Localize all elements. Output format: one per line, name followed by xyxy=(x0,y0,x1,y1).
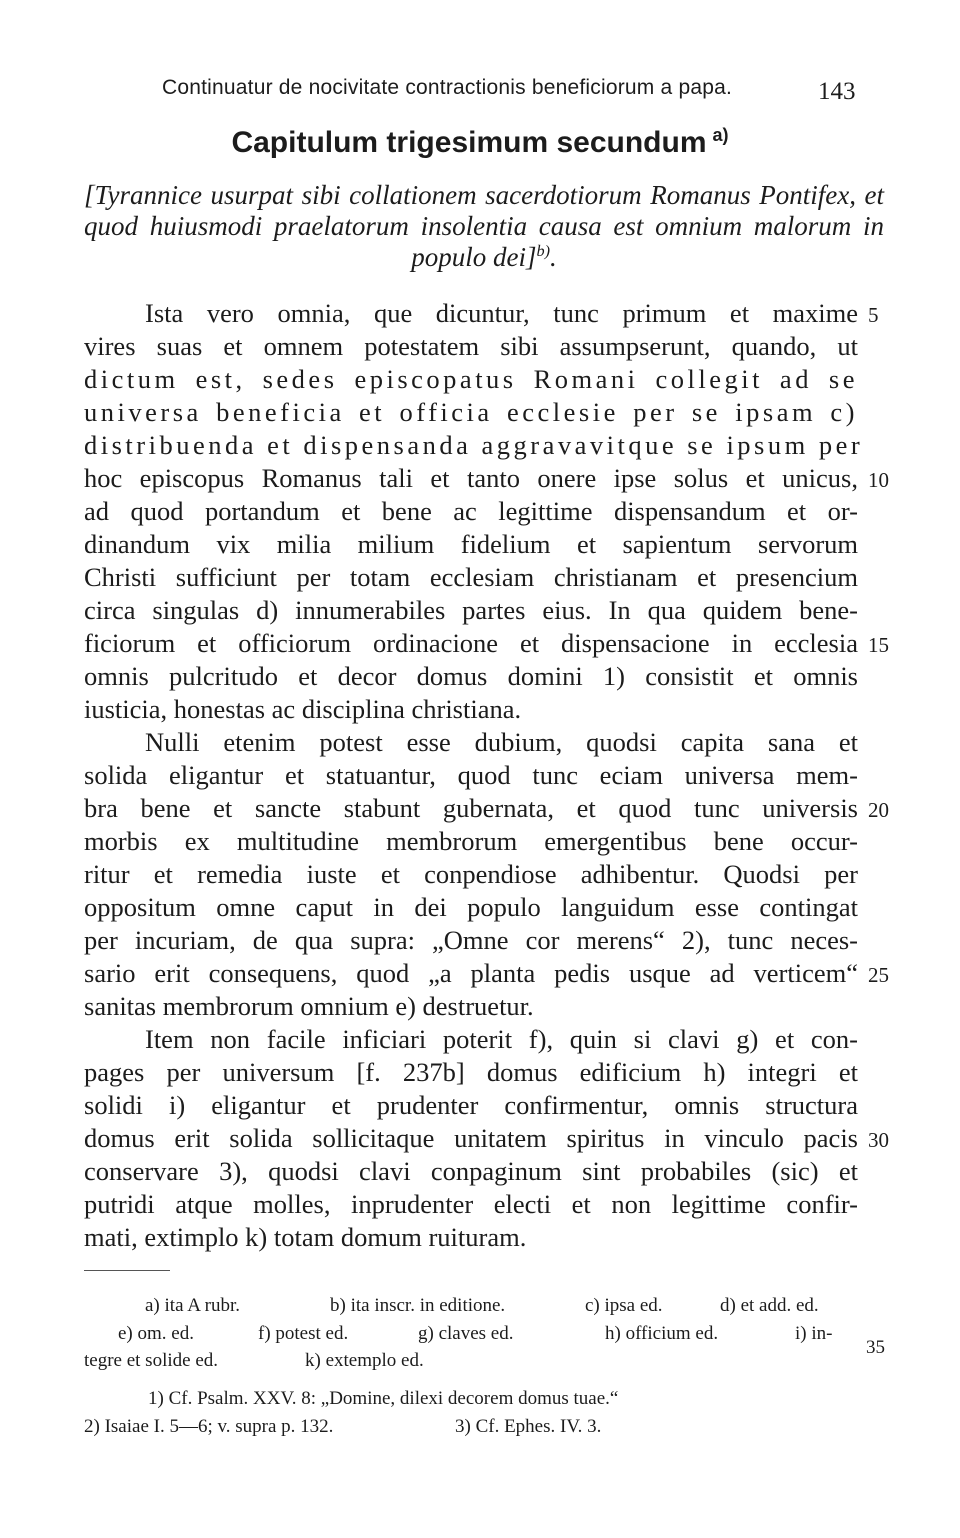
footnote-critical: b) ita inscr. in editione. xyxy=(330,1295,506,1316)
body-line: dictum est, sedes episcopatus Romani collegit ad se xyxy=(84,364,858,394)
footnote-critical: i) in- xyxy=(795,1323,833,1344)
footnote-rule xyxy=(84,1270,170,1271)
chapter-title-text: Capitulum trigesimum secundum xyxy=(231,126,707,159)
argument-text: [Tyrannice usurpat sibi collationem sacerdotiorum Romanus Pontifex, et quod huiusmodi praelatorum insolentia causa est omnium malorum in populo dei] xyxy=(84,180,884,272)
body-line: Nulli etenim potest esse dubium, quodsi capita sana et xyxy=(145,727,858,757)
footnote-source: 1) Cf. Psalm. XXV. 8: „Domine, dilexi decorem domus tuae.“ xyxy=(148,1388,619,1409)
page-number: 143 xyxy=(818,78,856,105)
body-line: solida eligantur et statuantur, quod tunc eciam universa mem- xyxy=(84,760,858,790)
body-line: solidi i) eligantur et prudenter confirmentur, omnis structura xyxy=(84,1090,858,1120)
body-line: Christi sufficiunt per totam ecclesiam christianam et presencium xyxy=(84,562,858,592)
body-line: sanitas membrorum omnium e) destruetur. xyxy=(84,991,534,1021)
line-number: 35 xyxy=(866,1337,885,1358)
body-line: omnis pulcritudo et decor domus domini 1) consistit et omnis xyxy=(84,661,858,691)
body-line: circa singulas d) innumerabiles partes eius. In qua quidem bene- xyxy=(84,595,858,625)
chapter-title xyxy=(0,126,960,160)
line-number: 15 xyxy=(868,633,889,657)
footnote-critical: f) potest ed. xyxy=(258,1323,349,1344)
body-line: Ista vero omnia, que dicuntur, tunc primum et maxime xyxy=(145,298,858,328)
footnote-critical: c) ipsa ed. xyxy=(585,1295,663,1316)
body-line: universa beneficia et officia ecclesie per se ipsam c) xyxy=(84,397,858,427)
body-line: pages per universum [f. 237b] domus edificium h) integri et xyxy=(84,1057,858,1087)
body-line: ficiorum et officiorum ordinacione et dispensacione in ecclesia xyxy=(84,628,858,658)
chapter-argument: [Tyrannice usurpat sibi collationem sacerdotiorum Romanus Pontifex, et quod huiusmodi praelatorum insolentia causa est omnium malorum in populo dei]$^{b)}$. xyxy=(84,180,884,272)
body-line: iusticia, honestas ac disciplina christiana. xyxy=(84,694,522,724)
body-line: conservare 3), quodsi clavi conpaginum sint probabiles (sic) et xyxy=(84,1156,858,1186)
line-number: 5 xyxy=(868,303,879,327)
line-number: 25 xyxy=(868,963,889,987)
footnote-critical: e) om. ed. xyxy=(118,1323,194,1344)
argument-note: b) xyxy=(536,242,550,260)
line-number: 20 xyxy=(868,798,889,822)
footnote-critical: d) et add. ed. xyxy=(720,1295,819,1316)
line-number: 10 xyxy=(868,468,889,492)
body-line: dinandum vix milia milium fidelium et sapientum servorum xyxy=(84,529,858,559)
footnote-critical: g) claves ed. xyxy=(418,1323,514,1344)
body-line: morbis ex multitudine membrorum emergentibus bene occur- xyxy=(84,826,858,856)
body-line: oppositum omne caput in dei populo languidum esse contingat xyxy=(84,892,858,922)
footnote-source: 3) Cf. Ephes. IV. 3. xyxy=(455,1416,602,1437)
body-line: putridi atque molles, inprudenter electi et non legittime confir- xyxy=(84,1189,858,1219)
body-line: ritur et remedia iuste et conpendiose adhibentur. Quodsi per xyxy=(84,859,858,889)
body-line: distribuenda et dispensanda aggravavitque se ipsum per xyxy=(84,430,864,460)
body-line: sario erit consequens, quod „a planta pedis usque ad verticem“ xyxy=(84,958,858,988)
body-line: hoc episcopus Romanus tali et tanto onere ipse solus et unicus, xyxy=(84,463,858,493)
running-head: Continuatur de nocivitate contractionis beneficiorum a papa. xyxy=(162,76,732,99)
footnote-critical: h) officium ed. xyxy=(605,1323,719,1344)
body-line: domus erit solida sollicitaque unitatem spiritus in vinculo pacis xyxy=(84,1123,858,1153)
footnote-critical: k) extemplo ed. xyxy=(305,1350,424,1371)
footnote-source: 2) Isaiae I. 5—6; v. supra p. 132. xyxy=(84,1416,334,1437)
body-line: mati, extimplo k) totam domum ruituram. xyxy=(84,1222,527,1252)
footnote-critical: tegre et solide ed. xyxy=(84,1350,219,1371)
body-line: vires suas et omnem potestatem sibi assumpserunt, quando, ut xyxy=(84,331,858,361)
body-line: ad quod portandum et bene ac legittime dispensandum et or- xyxy=(84,496,858,526)
body-line: Item non facile inficiari poterit f), quin si clavi g) et con- xyxy=(145,1024,858,1054)
body-line: bra bene et sancte stabunt gubernata, et quod tunc universis xyxy=(84,793,858,823)
body-line: per incuriam, de qua supra: „Omne cor merens“ 2), tunc neces- xyxy=(84,925,858,955)
line-number: 30 xyxy=(868,1128,889,1152)
chapter-title-note: a) xyxy=(712,125,729,145)
footnote-critical: a) ita A rubr. xyxy=(145,1295,240,1316)
